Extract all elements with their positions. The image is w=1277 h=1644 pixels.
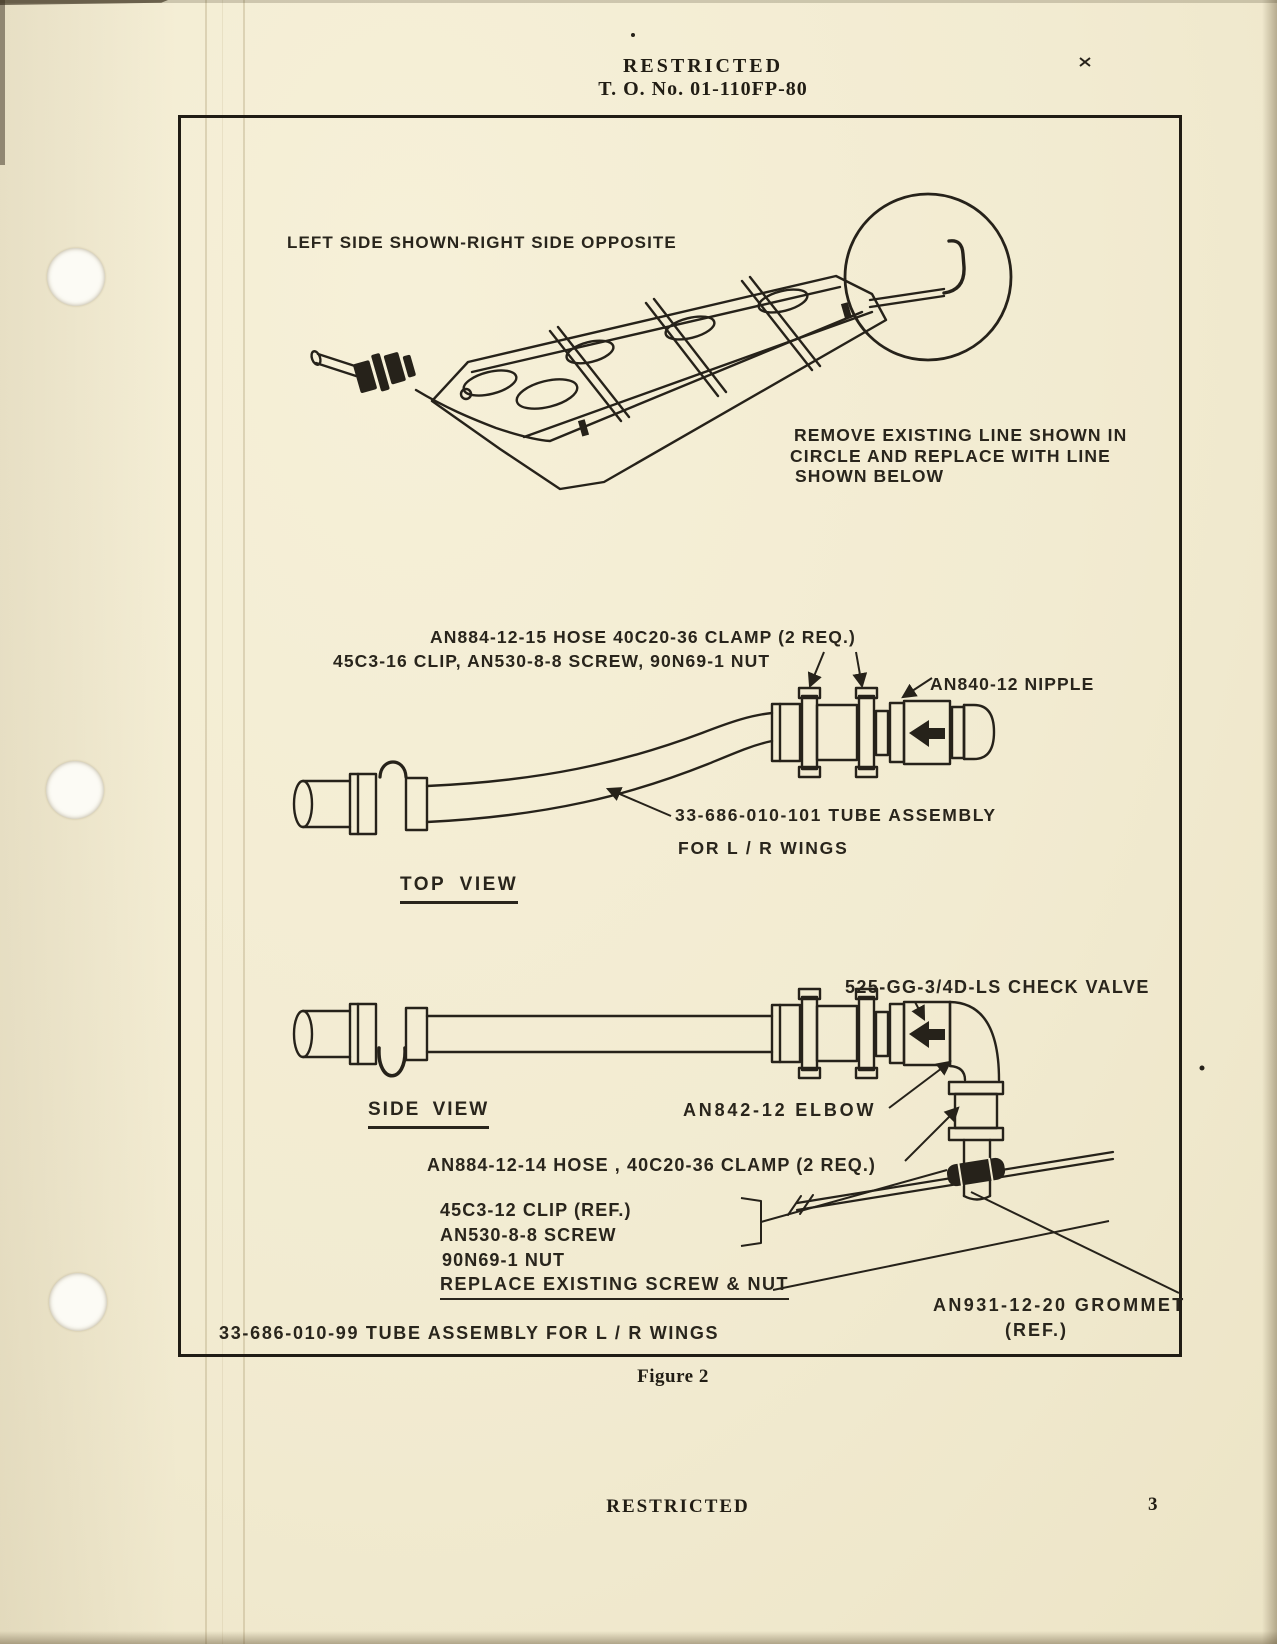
clamp: [802, 997, 817, 1070]
top-hose-clamp-callout: AN884-12-15 HOSE 40C20-36 CLAMP (2 REQ.): [430, 627, 856, 647]
grommet: [946, 1157, 1007, 1188]
replace-screw-nut-note: REPLACE EXISTING SCREW & NUT: [440, 1274, 789, 1300]
nipple-hex: [952, 707, 964, 758]
technical-order-number: T. O. No. 01-110FP-80: [598, 78, 808, 100]
tube-straight: [427, 1016, 772, 1052]
page-number: 3: [1148, 1494, 1158, 1515]
clip-block-bracket: [741, 1198, 761, 1246]
tube-open-end: [294, 1011, 312, 1057]
top-view-leaders: [608, 652, 932, 816]
page-edge-top: [0, 0, 1277, 3]
union-fitting: [876, 711, 888, 755]
figure-caption: Figure 2: [637, 1366, 709, 1387]
leader-line: [810, 652, 824, 686]
sleeve-fitting: [350, 774, 376, 834]
grommet-callout: AN931-12-20 GROMMET: [933, 1295, 1186, 1315]
hose-sleeve: [772, 1005, 800, 1062]
clip-loop: [380, 762, 406, 777]
hose-section: [955, 1094, 997, 1128]
wing-view-note: LEFT SIDE SHOWN-RIGHT SIDE OPPOSITE: [287, 233, 677, 252]
fuel-line-open-end: [310, 350, 322, 366]
flow-arrow: [909, 720, 945, 747]
clamp: [859, 997, 874, 1070]
sleeve-fitting: [350, 1004, 376, 1064]
nipple-callout: AN840-12 NIPPLE: [930, 674, 1095, 694]
grommet-ref-callout: (REF.): [1005, 1320, 1068, 1340]
wing-trailing-edge-line: [524, 312, 872, 437]
page-edge-left: [0, 0, 5, 165]
skin-break-ticks: [788, 1195, 813, 1215]
tube-assembly-101-sub: FOR L / R WINGS: [678, 838, 849, 858]
side-view-label: SIDE VIEW: [368, 1099, 489, 1129]
hose-sleeve: [772, 704, 800, 761]
screw-callout: AN530-8-8 SCREW: [440, 1225, 617, 1245]
sleeve-fitting: [406, 778, 427, 830]
scan-specks: [631, 33, 1205, 1071]
top-view-label: TOP VIEW: [400, 874, 518, 904]
leader-line: [773, 1221, 1109, 1290]
panel-joint-lines: [550, 277, 820, 421]
union-fitting: [876, 1012, 888, 1056]
classification-banner-top: RESTRICTED: [622, 55, 784, 77]
nut-fitting: [890, 1004, 904, 1063]
leader-line: [889, 1062, 950, 1108]
existing-line-hook: [870, 289, 944, 307]
access-hole: [514, 374, 580, 414]
detail-note-line3: SHOWN BELOW: [795, 466, 945, 486]
nut-callout: 90N69-1 NUT: [442, 1250, 566, 1270]
tube-curve: [427, 713, 772, 786]
top-clip-screw-nut-callout: 45C3-16 CLIP, AN530-8-8 SCREW, 90N69-1 NUT: [333, 651, 771, 671]
clamp: [859, 696, 874, 769]
leader-line: [608, 789, 671, 816]
detail-note-line2: CIRCLE AND REPLACE WITH LINE: [790, 446, 1111, 466]
page-edge-right: [1262, 0, 1277, 1644]
clip-hanger: [379, 1048, 405, 1076]
classification-banner-bottom: RESTRICTED: [606, 1496, 750, 1517]
side-view-leaders: [741, 1002, 1179, 1293]
tube-assembly-101-callout: 33-686-010-101 TUBE ASSEMBLY: [675, 805, 997, 825]
clamp: [802, 696, 817, 769]
detail-note-line1: REMOVE EXISTING LINE SHOWN IN: [794, 425, 1128, 445]
hose-section: [817, 1006, 857, 1061]
leader-line: [903, 678, 932, 697]
elbow-inner: [950, 1066, 965, 1080]
hose-section: [817, 705, 857, 760]
detail-circle-outline: [845, 194, 1011, 360]
clip-ref-callout: 45C3-12 CLIP (REF.): [440, 1200, 632, 1220]
fuel-line-fittings: [352, 345, 418, 398]
side-hose-clamp-callout: AN884-12-14 HOSE , 40C20-36 CLAMP (2 REQ.): [427, 1155, 877, 1175]
nut-fitting: [890, 703, 904, 762]
existing-line-hook-bend: [944, 241, 964, 293]
leader-line: [856, 652, 862, 686]
flow-arrow: [909, 1021, 945, 1048]
tube-open-end: [294, 781, 312, 827]
leader-line: [915, 1002, 924, 1019]
leader-line: [761, 1170, 947, 1222]
clamp: [949, 1128, 1003, 1140]
fuel-line-run: [416, 312, 862, 441]
end-cap: [964, 705, 994, 759]
page-edge-bottom: [0, 1631, 1277, 1644]
elbow-callout: AN842-12 ELBOW: [683, 1100, 877, 1120]
tube-assembly-99-callout: 33-686-010-99 TUBE ASSEMBLY FOR L / R WINGS: [219, 1323, 720, 1343]
detail-circle: [845, 194, 1011, 360]
fuel-line-stub: [316, 354, 358, 376]
clamp: [949, 1082, 1003, 1094]
check-valve-callout: 525-GG-3/4D-LS CHECK VALVE: [845, 977, 1150, 997]
sleeve-fitting: [406, 1008, 427, 1060]
access-hole: [663, 312, 716, 344]
access-hole: [564, 336, 615, 367]
